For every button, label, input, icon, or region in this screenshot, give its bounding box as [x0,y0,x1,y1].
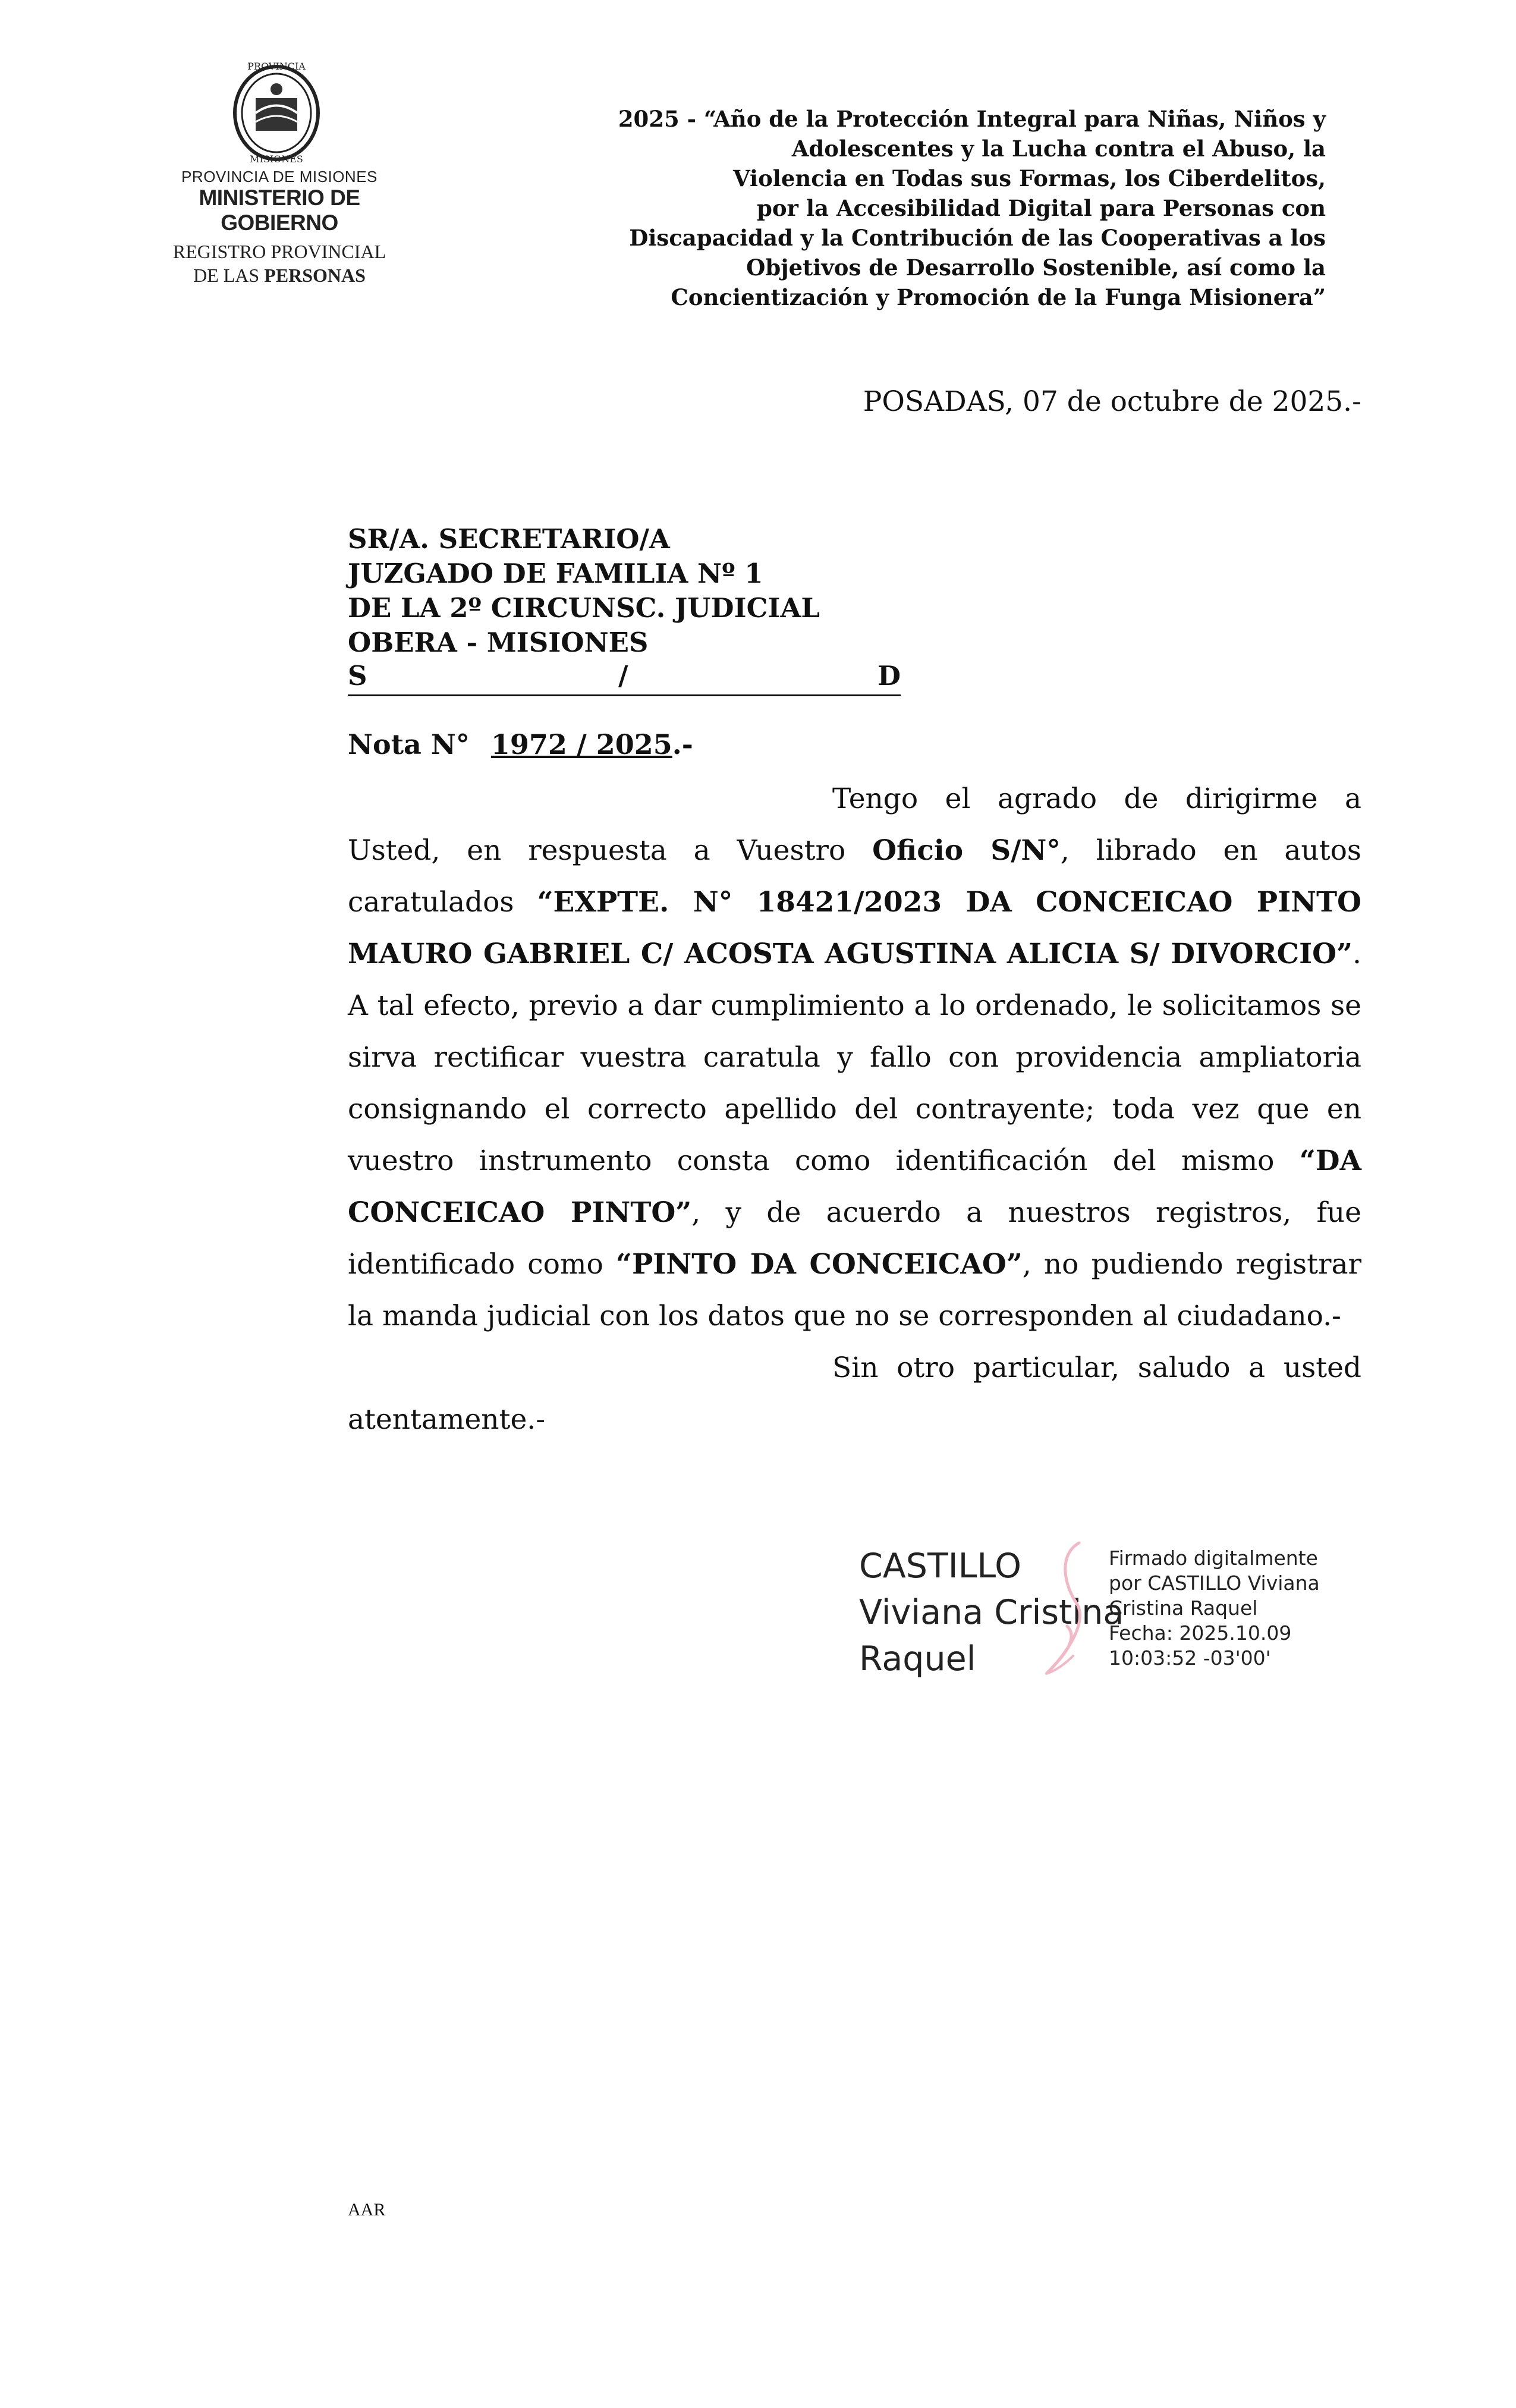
motto-line: Objetivos de Desarrollo Sostenible, así como la [746,254,1326,281]
signature-detail-line: por CASTILLO Viviana [1109,1571,1320,1595]
seal-text-bottom: MISIONES [250,153,303,165]
digital-signature-mark-icon [1023,1537,1112,1686]
note-number-line [348,728,693,760]
signature-detail-line: 10:03:52 -03'00' [1109,1646,1271,1670]
motto-line: Concientización y Promoción de la Funga Misionera” [671,284,1326,310]
salutation-slash: / [618,660,628,691]
signature-detail-line: Cristina Raquel [1109,1596,1258,1620]
signer-name-line: Viviana Cristina [859,1593,1124,1632]
recipient-line: SR/A. SECRETARIO/A [348,523,670,555]
body-text: . A tal efecto, previo a dar cumplimiento a lo ordenado, le solicitamos se sirva rectificar vuestra caratula y fallo con providencia ampliatoria consignando el correcto apellido del contrayente; toda vez que en vuestro instrumento consta como identificación del mismo [348,938,1361,1177]
registry-label-line1: REGISTRO PROVINCIAL [172,241,386,262]
signer-name-line: CASTILLO [859,1546,1021,1586]
registered-name-registry: “PINTO DA CONCEICAO” [615,1248,1023,1281]
note-label: Nota N° [348,728,470,760]
body-text: Tengo el agrado de dirigirme a Usted, en respuesta a Vuestro [348,782,1361,867]
motto-line: Adolescentes y la Lucha contra el Abuso, la [791,136,1326,162]
motto-line: por la Accesibilidad Digital para Personas con [757,195,1326,221]
registry-label-line2 [143,265,416,287]
case-title: “EXPTE. N° 18421/2023 DA CONCEICAO PINTO MAURO GABRIEL C/ ACOSTA AGUSTINA ALICIA S/ DIVORCIO” [348,886,1361,970]
salutation-d: D [877,660,901,691]
typist-initials: AAR [348,2200,386,2220]
note-number: 1972 / 2025 [490,728,672,760]
recipient-block [348,522,942,660]
letter-body [348,773,1361,1445]
province-label: PROVINCIA DE MISIONES [181,168,378,186]
signature-details [1109,1546,1320,1671]
body-text: , librado en autos caratulados [348,834,1362,919]
body-paragraph [348,773,1361,1342]
ministry-label: MINISTERIO DE GOBIERNO [199,186,360,235]
place-date: POSADAS, 07 de octubre de 2025.- [863,385,1361,418]
body-text: , no pudiendo registrar la manda judicial con los datos que no se corresponden al ciudadano.- [348,1248,1361,1332]
signer-name-line: Raquel [859,1639,976,1678]
salutation-line [348,660,901,696]
note-suffix: .- [672,728,693,760]
recipient-line: DE LA 2º CIRCUNSC. JUDICIAL [348,592,820,624]
provincial-seal-logo [223,56,330,166]
salutation-s: S [348,660,367,691]
motto-line: Discapacidad y la Contribución de las Cooperativas a los [629,225,1326,251]
recipient-line: JUZGADO DE FAMILIA Nº 1 [348,558,763,589]
closing-paragraph: Sin otro particular, saludo a usted atentamente.- [348,1351,1361,1436]
year-motto [571,104,1326,312]
signature-detail-line: Fecha: 2025.10.09 [1109,1621,1292,1645]
motto-line: Violencia en Todas sus Formas, los Ciberdelitos, [732,165,1326,191]
body-text: , y de acuerdo a nuestros registros, fue identificado como [348,1196,1361,1281]
seal-text-top: PROVINCIA [247,61,306,72]
registry-bold: PERSONAS [264,265,366,286]
body-bold-text: Oficio S/N° [872,834,1061,867]
motto-line: 2025 - “Año de la Protección Integral para Niñas, Niños y [618,106,1326,132]
signature-detail-line: Firmado digitalmente [1109,1546,1318,1570]
registered-name-court: “DA CONCEICAO PINTO” [348,1145,1361,1229]
registry-prefix: DE LAS [193,265,265,286]
recipient-line: OBERA - MISIONES [348,627,649,658]
